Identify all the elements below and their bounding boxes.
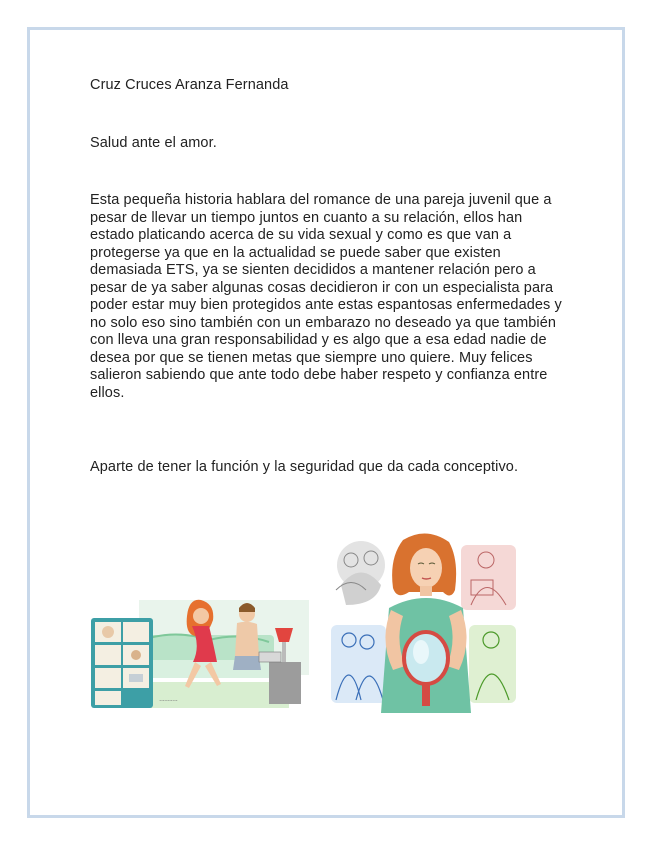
paragraph-story: Esta pequeña historia hablara del romance de una pareja juvenil que a pesar de llevar un tiempo juntos en cuanto a su relación, ellos han estado platicando acerca de su vida sexual y como es que van a protegerse ya que en la actualidad se puede saber que existen demasiada ETS, ya se sienten decididos a mantener relación pero a pesar de ya saber algunas cosas decidieron ir con un especialista para poder estar muy bien protegidos ante estas espantosas enfermedades y no solo eso sino también con un embarazo no deseado ya que también con lleva una gran responsabilidad y es algo que a esa edad nadie de desea por que se tienen metas que siempre uno quiere. Muy felices salieron sabiendo que ante todo debe haber respeto y confianza entre ellos. [90, 192, 562, 401]
svg-text:~~~~~~~: ~~~~~~~ [159, 698, 178, 703]
document-title: Salud ante el amor. [90, 135, 217, 151]
girl-mirror-illustration [331, 530, 516, 713]
author-name: Cruz Cruces Aranza Fernanda [90, 77, 289, 93]
couple-bedroom-illustration [89, 590, 309, 710]
paragraph-closing: Aparte de tener la función y la seguridad que da cada conceptivo. [90, 459, 519, 475]
